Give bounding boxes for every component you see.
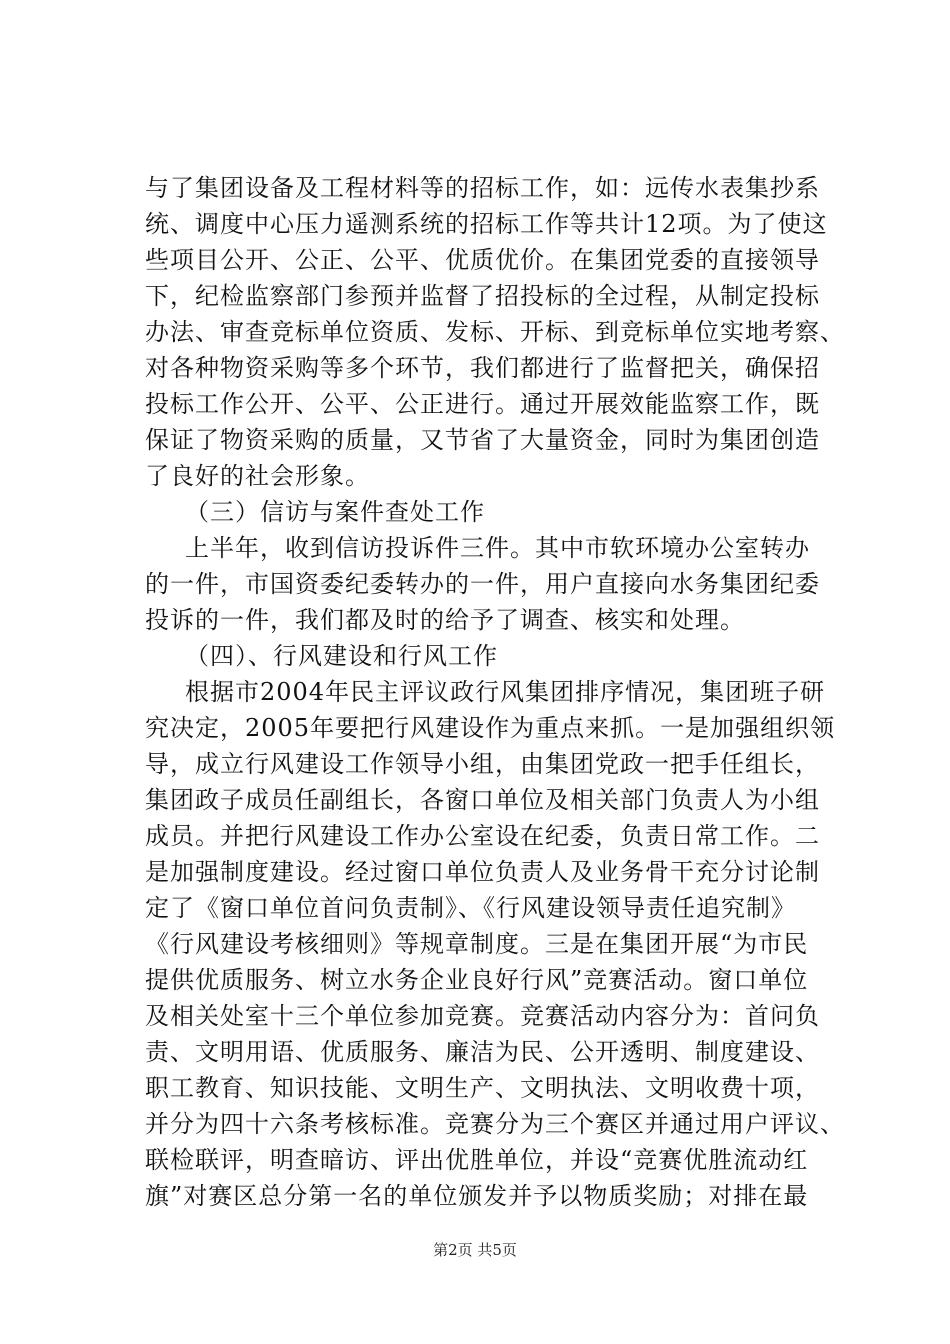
- text-line: 的一件，市国资委纪委转办的一件，用户直接向水务集团纪委: [145, 570, 820, 598]
- text-line: 《行风建设考核细则》等规章制度。三是在集团开展“为市民: [145, 930, 809, 958]
- text-line: 联检联评，明查暗访、评出优胜单位，并设“竞赛优胜流动红: [145, 1146, 809, 1174]
- text-line: 投诉的一件，我们都及时的给予了调查、核实和处理。: [145, 606, 745, 634]
- section-heading: （四）、行风建设和行风工作: [185, 642, 498, 670]
- page-number-footer: 第2页 共5页: [433, 1241, 517, 1259]
- text-line: 旗”对赛区总分第一名的单位颁发并予以物质奖励；对排在最: [145, 1182, 809, 1210]
- text-line: 是加强制度建设。经过窗口单位负责人及业务骨干充分讨论制: [145, 858, 820, 886]
- text-line: 提供优质服务、树立水务企业良好行风”竞赛活动。窗口单位: [145, 966, 809, 994]
- text-line: 并分为四十六条考核标准。竞赛分为三个赛区并通过用户评议、: [145, 1110, 845, 1138]
- text-line: 保证了物资采购的质量，又节省了大量资金，同时为集团创造: [145, 426, 820, 454]
- text-line: 究决定，2005年要把行风建设作为重点来抓。一是加强组织领: [145, 714, 836, 742]
- text-line: 及相关处室十三个单位参加竞赛。竞赛活动内容分为：首问负: [145, 1002, 820, 1030]
- text-line: 办法、审查竞标单位资质、发标、开标、到竞标单位实地考察、: [145, 318, 845, 346]
- text-line: 与了集团设备及工程材料等的招标工作，如：远传水表集抄系: [145, 174, 820, 202]
- text-line: 集团政子成员任副组长，各窗口单位及相关部门负责人为小组: [145, 786, 820, 814]
- text-line: 下，纪检监察部门参预并监督了招投标的全过程，从制定投标: [145, 282, 820, 310]
- text-line: 成员。并把行风建设工作办公室设在纪委，负责日常工作。二: [145, 822, 820, 850]
- text-line: 定了《窗口单位首问负责制》、《行风建设领导责任追究制》: [145, 894, 796, 922]
- text-line: 了良好的社会形象。: [145, 462, 370, 490]
- text-line: 对各种物资采购等多个环节，我们都进行了监督把关，确保招: [145, 354, 820, 382]
- text-line: 统、调度中心压力遥测系统的招标工作等共计12项。为了使这: [145, 210, 828, 238]
- text-line: 导，成立行风建设工作领导小组，由集团党政一把手任组长，: [145, 750, 820, 778]
- text-line: 根据市2004年民主评议政行风集团排序情况，集团班子研: [185, 678, 826, 706]
- text-line: 上半年，收到信访投诉件三件。其中市软环境办公室转办: [185, 534, 810, 562]
- text-line: 些项目公开、公正、公平、优质优价。在集团党委的直接领导: [145, 246, 820, 274]
- text-line: 投标工作公开、公平、公正进行。通过开展效能监察工作，既: [145, 390, 820, 418]
- section-heading: （三）信访与案件查处工作: [185, 498, 485, 526]
- text-line: 职工教育、知识技能、文明生产、文明执法、文明收费十项，: [145, 1074, 820, 1102]
- text-line: 责、文明用语、优质服务、廉洁为民、公开透明、制度建设、: [145, 1038, 820, 1066]
